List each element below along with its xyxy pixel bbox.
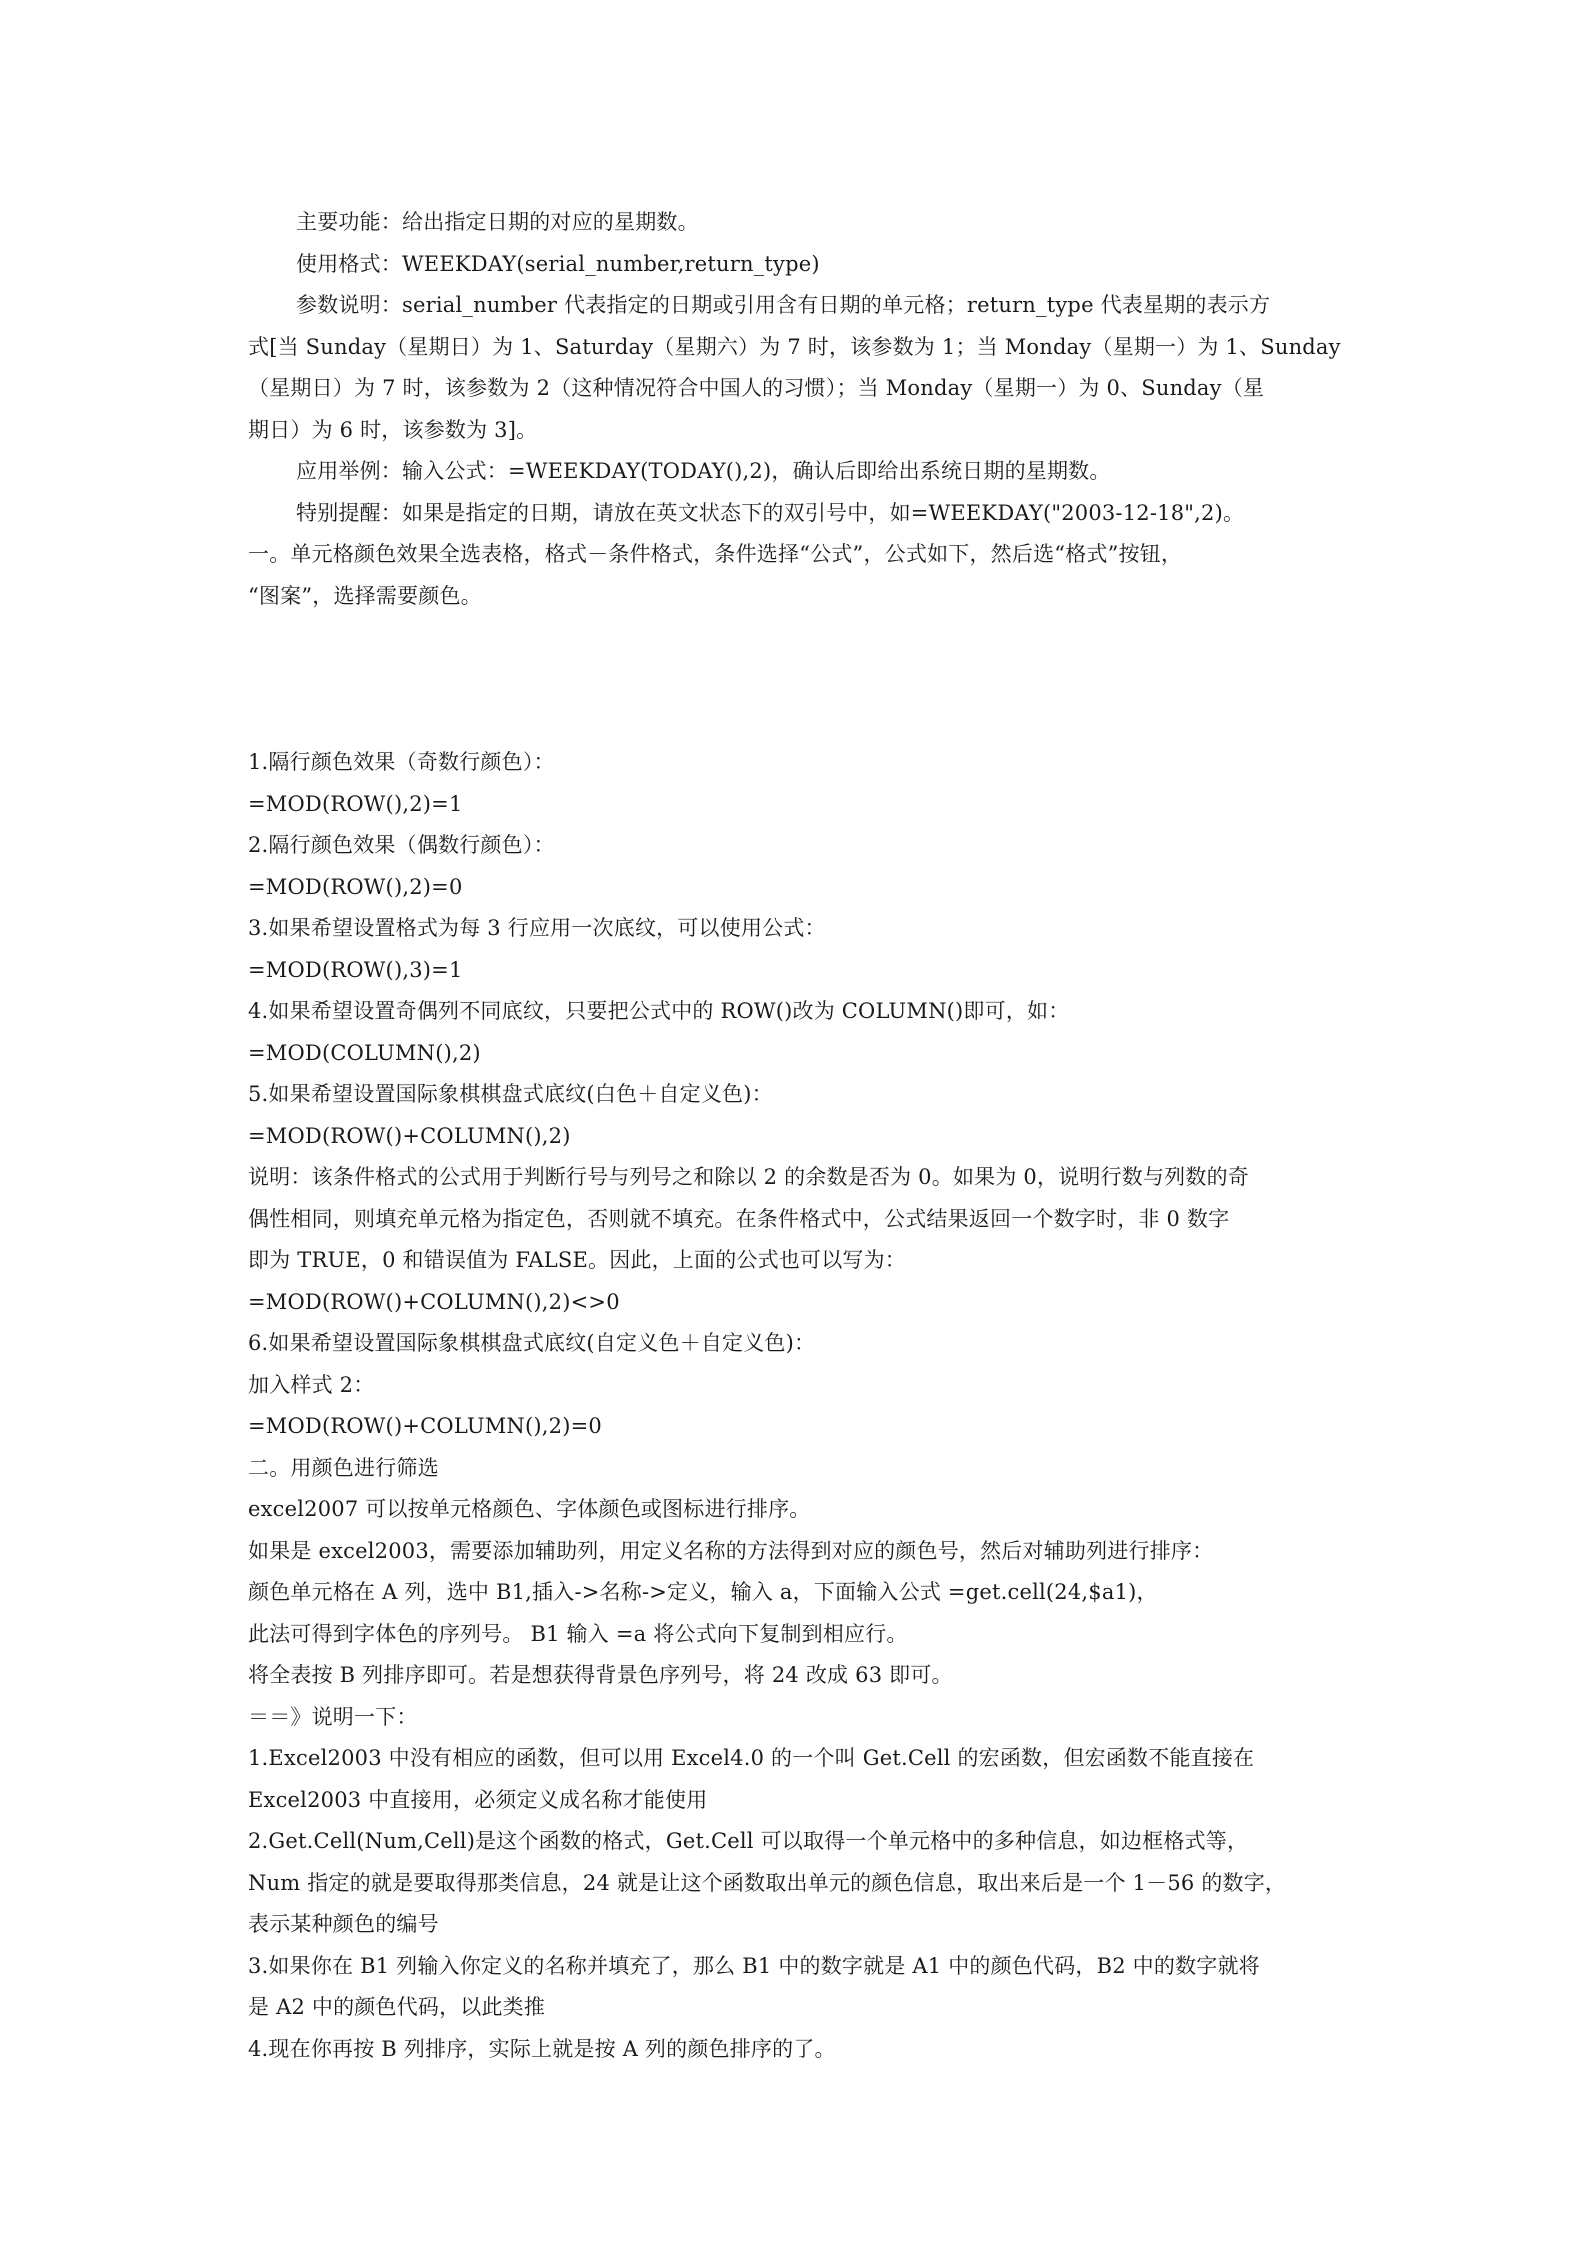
formula-list: [248, 742, 1358, 2070]
weekday-section: [248, 202, 1358, 534]
formula-line: =MOD(ROW()+COLUMN(),2)=0: [248, 1414, 602, 1438]
list-item: 2.隔行颜色效果（偶数行颜色）：: [248, 833, 555, 857]
list-item: 此法可得到字体色的序列号。 B1 输入 =a 将公式向下复制到相应行。: [248, 1621, 908, 1646]
list-item: 如果是 excel2003，需要添加辅助列，用定义名称的方法得到对应的颜色号，然后对辅助列进行排序：: [248, 1538, 1214, 1563]
formula-line: =MOD(ROW()+COLUMN(),2)<>0: [248, 1289, 620, 1314]
explain-heading: ＝＝》说明一下：: [248, 1704, 418, 1729]
section-one-heading-line-2: “图案”，选择需要颜色。: [248, 583, 482, 608]
list-item: 加入样式 2：: [248, 1372, 375, 1397]
blank-space: [248, 617, 1358, 742]
weekday-params-line-2: 式[当 Sunday（星期日）为 1、Saturday（星期六）为 7 时，该参数为 1；当 Monday（星期一）为 1、Sunday: [248, 334, 1341, 359]
list-item: 4.现在你再按 B 列排序，实际上就是按 A 列的颜色排序的了。: [248, 2036, 836, 2061]
list-item: 3.如果你在 B1 列输入你定义的名称并填充了，那么 B1 中的数字就是 A1 中的颜色代码，B2 中的数字就将: [248, 1953, 1260, 1978]
formula-line: =MOD(ROW(),2)=0: [248, 874, 463, 899]
list-item: 2.Get.Cell(Num,Cell)是这个函数的格式，Get.Cell 可以取得一个单元格中的多种信息，如边框格式等，: [248, 1829, 1249, 1853]
section-one-heading: [248, 534, 1358, 617]
list-item: excel2007 可以按单元格颜色、字体颜色或图标进行排序。: [248, 1497, 811, 1521]
formula-line: =MOD(ROW()+COLUMN(),2): [248, 1123, 571, 1148]
list-item: 5.如果希望设置国际象棋棋盘式底纹(白色＋自定义色)：: [248, 1082, 773, 1106]
formula-line: =MOD(ROW(),3)=1: [248, 957, 463, 982]
explanation-line: 偶性相同，则填充单元格为指定色，否则就不填充。在条件格式中，公式结果返回一个数字时，非 0 数字: [248, 1206, 1230, 1231]
list-item: Excel2003 中直接用，必须定义成名称才能使用: [248, 1787, 708, 1812]
weekday-function: 主要功能：给出指定日期的对应的星期数。: [296, 210, 699, 234]
list-item: 6.如果希望设置国际象棋棋盘式底纹(自定义色＋自定义色)：: [248, 1331, 816, 1355]
document-body: [248, 202, 1358, 2070]
formula-line: =MOD(COLUMN(),2): [248, 1040, 481, 1065]
explanation-line: 即为 TRUE，0 和错误值为 FALSE。因此，上面的公式也可以写为：: [248, 1248, 907, 1272]
list-item: 表示某种颜色的编号: [248, 1912, 439, 1936]
list-item: 颜色单元格在 A 列，选中 B1,插入->名称->定义，输入 a，下面输入公式 =get.cell(24,$a1)，: [248, 1580, 1158, 1604]
list-item: Num 指定的就是要取得那类信息，24 就是让这个函数取出单元的颜色信息，取出来后是一个 1－56 的数字，: [248, 1870, 1287, 1895]
weekday-note: 特别提醒：如果是指定的日期，请放在英文状态下的双引号中，如=WEEKDAY("2003-12-18",2)。: [296, 500, 1245, 525]
list-item: 1.隔行颜色效果（奇数行颜色）：: [248, 750, 555, 774]
section-one-heading-line-1: 一。单元格颜色效果全选表格，格式－条件格式，条件选择“公式”，公式如下，然后选“格式”按钮，: [248, 542, 1183, 566]
weekday-params-line-4: 期日）为 6 时，该参数为 3]。: [248, 417, 538, 442]
weekday-syntax: 使用格式：WEEKDAY(serial_number,return_type): [296, 251, 820, 276]
list-item: 是 A2 中的颜色代码，以此类推: [248, 1995, 546, 2019]
formula-line: =MOD(ROW(),2)=1: [248, 791, 463, 816]
weekday-example: 应用举例：输入公式：=WEEKDAY(TODAY(),2)，确认后即给出系统日期的星期数。: [296, 459, 1111, 483]
weekday-params-line-3: （星期日）为 7 时，该参数为 2（这种情况符合中国人的习惯）；当 Monday（星期一）为 0、Sunday（星: [248, 376, 1265, 400]
weekday-params-line-1: 参数说明：serial_number 代表指定的日期或引用含有日期的单元格；return_type 代表星期的表示方: [296, 293, 1271, 317]
list-item: 3.如果希望设置格式为每 3 行应用一次底纹，可以使用公式：: [248, 916, 826, 940]
explanation-line: 说明：该条件格式的公式用于判断行号与列号之和除以 2 的余数是否为 0。如果为 0，说明行数与列数的奇: [248, 1165, 1249, 1189]
list-item: 4.如果希望设置奇偶列不同底纹，只要把公式中的 ROW()改为 COLUMN()即可，如：: [248, 999, 1070, 1023]
list-item: 将全表按 B 列排序即可。若是想获得背景色序列号，将 24 改成 63 即可。: [248, 1663, 953, 1687]
section-two-heading: 二。用颜色进行筛选: [248, 1455, 439, 1480]
list-item: 1.Excel2003 中没有相应的函数，但可以用 Excel4.0 的一个叫 Get.Cell 的宏函数，但宏函数不能直接在: [248, 1746, 1255, 1770]
